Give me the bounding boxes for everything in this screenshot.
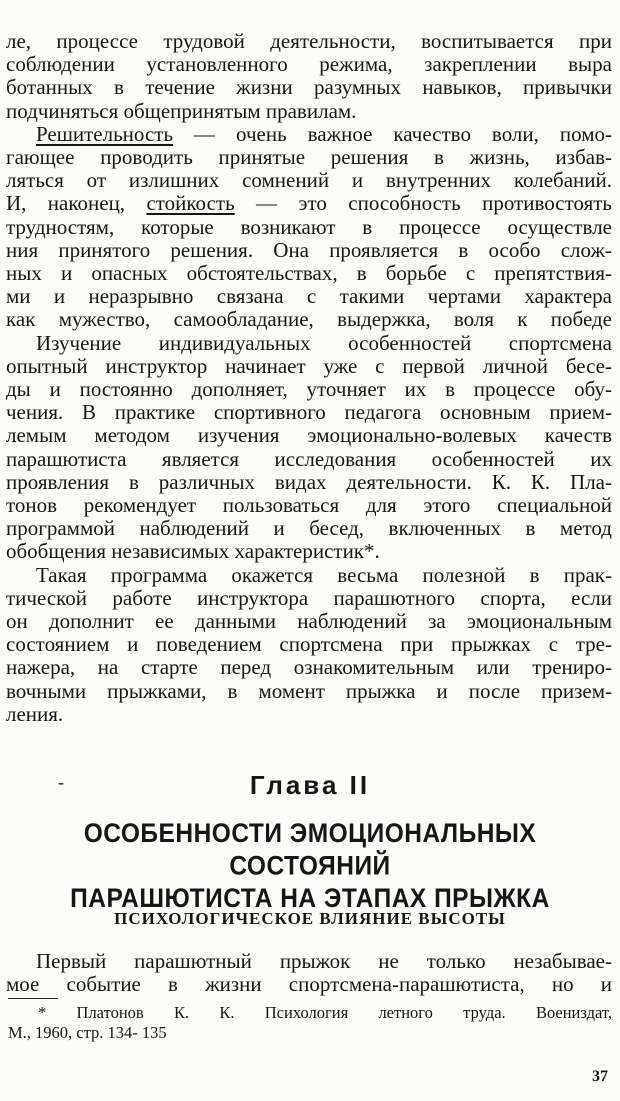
section-title: ПСИХОЛОГИЧЕСКОЕ ВЛИЯНИЕ ВЫСОТЫ [114,909,506,928]
text-line: ных и опасных обстоятельствах, в борьбе с препятствия- [6,262,612,286]
text-line: И, наконец, стойкость — это способность противостоять [6,192,612,216]
text-line: парашютиста является исследования особенностей их [6,447,612,471]
text-line: мое событие в жизни спортсмена-парашютиста, но и [6,973,612,997]
text-line: опытный инструктор начинает уже с первой личной бесе- [6,354,612,378]
text-line: Первый парашютный прыжок не только незабывае- [36,950,612,973]
section-body-text [6,950,612,996]
footnote [8,1003,612,1043]
text-line: вочными прыжками, в момент прыжка и после призем- [6,679,612,703]
text-line: тонов рекомендует пользоваться для этого специальной [6,494,612,518]
footnote-divider [8,998,58,999]
text-line: М., 1960, стр. 134- 135 [8,1023,167,1042]
text-line: ле, процессе трудовой деятельности, воспитывается при [6,30,612,53]
text-line: состоянием и поведением спортсмена при прыжках с тре- [6,633,612,657]
underlined-term: стойкость [146,192,235,216]
chapter-title-line-2: ПАРАШЮТИСТА НА ЭТАПАХ ПРЫЖКА [70,884,550,914]
text-line: лемым методом изучения эмоционально-волевых качеств [6,424,612,448]
text-line: * Платонов К. К. Психология летного труда. Воениздат, [38,1003,612,1022]
text-line: ляться от излишних сомнений и внутренних колебаний. [6,169,612,193]
text-line: ды и постоянно дополняет, уточняет их в процессе обу- [6,378,612,402]
text-line: ботанных в течение жизни разумных навыков, привычки [6,76,612,100]
underlined-term: Решительность [36,122,174,146]
text-line: соблюдении установленного режима, закреплении выра [6,53,612,77]
chapter-title [0,818,620,915]
text-line: нажера, на старте перед ознакомительным или трениро- [6,656,612,680]
text-line: ления. [6,702,64,726]
text-line: ния принятого решения. Она проявляется в особо слож- [6,238,612,262]
text-line: Решительность — очень важное качество воли, помо- [36,122,612,146]
text-line: чения. В практике спортивного педагога основным прием- [6,401,612,425]
text-line: трудностям, которые возникают в процессе осуществле [6,215,612,239]
dash-mark: - [58,772,64,792]
text-line: Изучение индивидуальных особенностей спортсмена [36,331,612,355]
text-line: проявления в различных видах деятельности. К. К. Пла- [6,470,612,494]
body-text [6,30,612,726]
text-line: обобщения независимых характеристик*. [6,540,380,564]
text-line: подчиняться общепринятым правилам. [6,99,357,123]
page-number: 37 [592,1068,608,1085]
chapter-heading: Глава II [249,770,371,800]
text-line: тической работе инструктора парашютного спорта, если [6,586,612,610]
text-line: гающее проводить принятые решения в жизнь, избав- [6,146,612,170]
chapter-title-line-1: ОСОБЕННОСТИ ЭМОЦИОНАЛЬНЫХ СОСТОЯНИЙ [83,819,537,882]
text-line: ми и неразрывно связана с такими чертами характера [6,285,612,309]
text-line: как мужество, самообладание, выдержка, воля к победе [6,308,612,332]
text-line: Такая программа окажется весьма полезной в прак- [36,563,612,587]
text-line: он дополнит ее данными наблюдений за эмоциональным [6,610,612,634]
text-line: программой наблюдений и бесед, включенных в метод [6,517,612,541]
